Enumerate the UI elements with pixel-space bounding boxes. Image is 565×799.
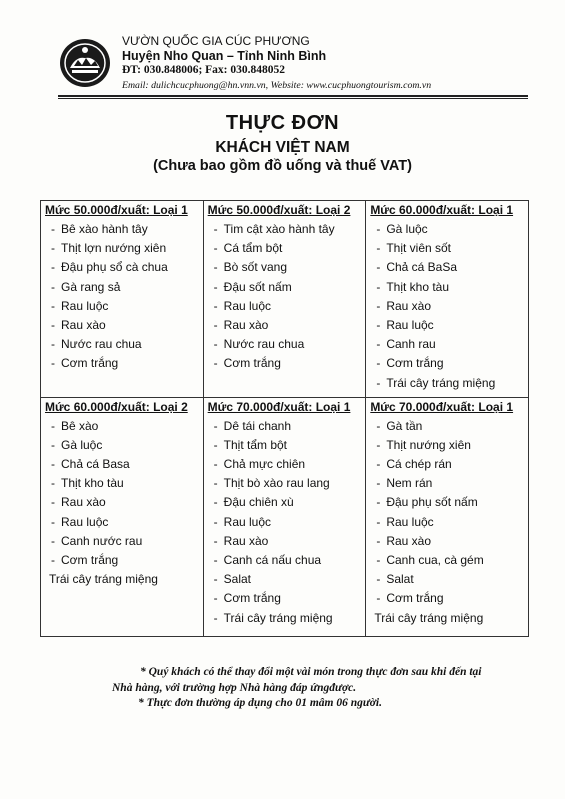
dish-item: - Cơm trắng <box>41 354 203 373</box>
menu-cell <box>366 397 529 636</box>
dish-item: - Cơm trắng <box>366 589 528 608</box>
dish-list <box>366 220 528 393</box>
org-name: VƯỜN QUỐC GIA CÚC PHƯƠNG <box>122 34 310 48</box>
dish-item: - Thịt tẩm bột <box>204 436 366 455</box>
dish-item: - Gà rang sả <box>41 278 203 297</box>
header-divider-thin <box>58 98 528 99</box>
menu-heading: Mức 50.000đ/xuất: Loại 2 <box>207 203 351 217</box>
dish-item: - Thịt nướng xiên <box>366 436 528 455</box>
dish-item: - Gà tần <box>366 417 528 436</box>
park-emblem-icon <box>58 36 112 90</box>
dish-item-dessert: Trái cây tráng miệng <box>49 572 158 587</box>
dish-list <box>204 220 366 374</box>
dish-item: - Rau luộc <box>366 316 528 335</box>
page-subtitle: KHÁCH VIỆT NAM <box>215 139 350 156</box>
dish-item: - Canh rau <box>366 335 528 354</box>
dish-item: - Cơm trắng <box>366 354 528 373</box>
dish-item: - Đậu sốt nấm <box>204 278 366 297</box>
dish-item: - Rau xào <box>41 493 203 512</box>
dish-item: - Đậu phụ sổ cà chua <box>41 258 203 277</box>
menu-cell <box>41 201 204 398</box>
menu-heading: Mức 60.000đ/xuất: Loại 1 <box>370 203 514 217</box>
note-line: * Quý khách có thể thay đổi một vài món trong thực đơn sau khi đến tại <box>140 666 482 678</box>
menu-heading: Mức 60.000đ/xuất: Loại 2 <box>45 399 188 414</box>
dish-item: - Tim cật xào hành tây <box>204 220 366 239</box>
dish-item: - Đậu phụ sốt nấm <box>366 493 528 512</box>
dish-item: - Canh nước rau <box>41 532 203 551</box>
menu-cell <box>203 397 366 636</box>
dish-item: - Rau luộc <box>41 513 203 532</box>
dish-item: - Chả mực chiên <box>204 455 366 474</box>
dish-item: - Cá chép rán <box>366 455 528 474</box>
dish-item-dessert: Trái cây tráng miệng <box>374 610 484 625</box>
dish-item: - Salat <box>204 570 366 589</box>
dish-item: - Rau luộc <box>204 297 366 316</box>
menu-cell <box>41 397 204 636</box>
page-title: THỰC ĐƠN <box>225 112 340 134</box>
dish-item: - Rau xào <box>41 316 203 335</box>
dish-item: - Bò sốt vang <box>204 258 366 277</box>
dish-item: - Rau xào <box>204 316 366 335</box>
phone-fax: ĐT: 030.848006; Fax: 030.848052 <box>122 64 286 76</box>
dish-item: - Thịt kho tàu <box>366 278 528 297</box>
dish-item: - Gà luộc <box>366 220 528 239</box>
dish-item: - Rau luộc <box>41 297 203 316</box>
dish-item: - Rau luộc <box>204 513 366 532</box>
dish-item: - Thịt viên sốt <box>366 239 528 258</box>
note-line: Nhà hàng, với trường hợp Nhà hàng đáp ứngđược. <box>112 682 357 694</box>
dish-item: - Bê xào <box>41 417 203 436</box>
menu-heading: Mức 70.000đ/xuất: Loại 1 <box>370 399 514 414</box>
dish-item: - Rau xào <box>366 297 528 316</box>
dish-item: - Thịt kho tàu <box>41 474 203 493</box>
district-name: Huyện Nho Quan – Tỉnh Ninh Bình <box>122 49 327 63</box>
dish-item: - Chả cá Basa <box>41 455 203 474</box>
dish-item: - Thịt bò xào rau lang <box>204 474 366 493</box>
menu-heading: Mức 70.000đ/xuất: Loại 1 <box>207 399 351 414</box>
dish-item: - Gà luộc <box>41 436 203 455</box>
title-note: (Chưa bao gồm đồ uống và thuế VAT) <box>153 158 412 174</box>
dish-item: - Trái cây tráng miệng <box>204 609 366 628</box>
dish-item: - Đậu chiên xù <box>204 493 366 512</box>
menu-heading: Mức 50.000đ/xuất: Loại 1 <box>45 203 188 217</box>
dish-item: - Rau xào <box>366 532 528 551</box>
dish-item: - Rau luộc <box>366 513 528 532</box>
dish-item: - Nước rau chua <box>204 335 366 354</box>
dish-item: - Canh cá nấu chua <box>204 551 366 570</box>
dish-item: - Chả cá BaSa <box>366 258 528 277</box>
email-website: Email: dulichcucphuong@hn.vnn.vn, Website: www.cucphuongtourism.com.vn <box>122 80 432 91</box>
dish-item: - Cơm trắng <box>41 551 203 570</box>
dish-list <box>41 417 203 590</box>
dish-item: - Bê xào hành tây <box>41 220 203 239</box>
dish-item: - Cơm trắng <box>204 354 366 373</box>
dish-item: - Salat <box>366 570 528 589</box>
note-line: * Thực đơn thường áp dụng cho 01 mâm 06 người. <box>138 697 382 709</box>
menu-row <box>41 201 529 398</box>
menu-cell <box>203 201 366 398</box>
header-divider <box>58 95 528 97</box>
dish-list <box>204 417 366 628</box>
menu-table <box>40 200 529 637</box>
dish-item: - Cá tẩm bột <box>204 239 366 258</box>
dish-item: - Nước rau chua <box>41 335 203 354</box>
dish-item: - Trái cây tráng miệng <box>366 374 528 393</box>
menu-row <box>41 397 529 636</box>
dish-item: - Canh cua, cà gém <box>366 551 528 570</box>
dish-item: - Dê tái chanh <box>204 417 366 436</box>
menu-cell <box>366 201 529 398</box>
dish-list <box>366 417 528 628</box>
dish-item: - Cơm trắng <box>204 589 366 608</box>
dish-list <box>41 220 203 374</box>
dish-item: - Thịt lợn nướng xiên <box>41 239 203 258</box>
dish-item: - Nem rán <box>366 474 528 493</box>
dish-item: - Rau xào <box>204 532 366 551</box>
